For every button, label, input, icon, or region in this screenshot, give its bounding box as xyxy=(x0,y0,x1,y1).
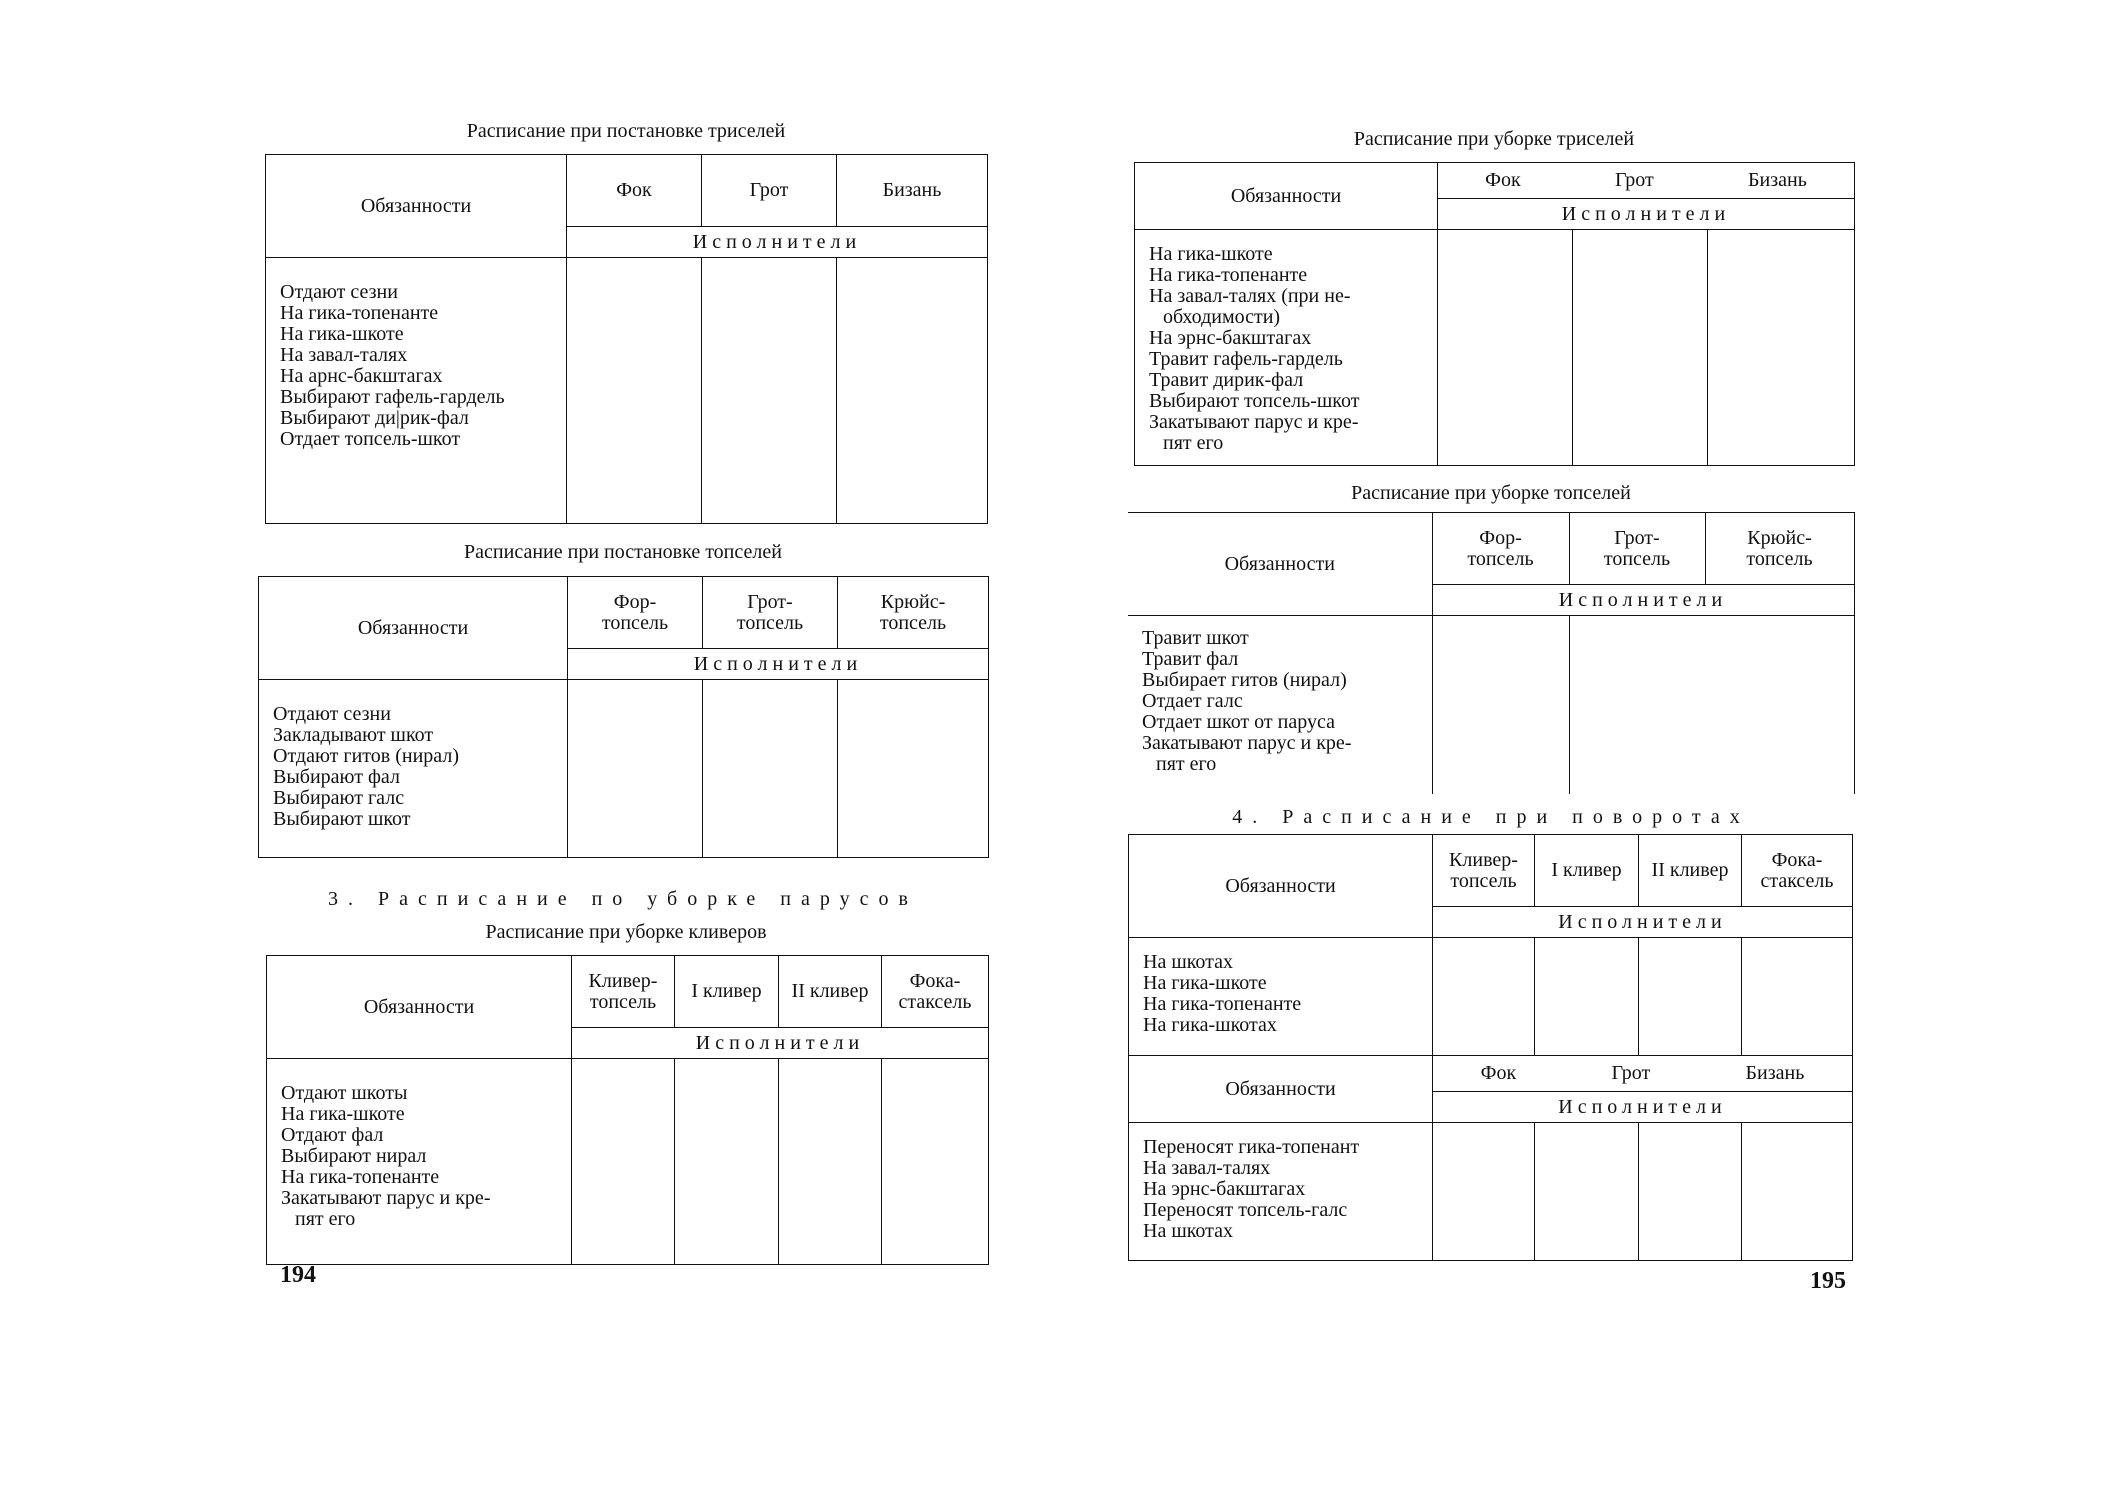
column-header: Бизань xyxy=(837,155,988,227)
executor-cell xyxy=(1742,938,1853,1056)
duty-item: Выбирают нирал xyxy=(281,1145,427,1167)
table2-caption: Расписание при постановке топселей xyxy=(464,541,782,563)
column-headers xyxy=(1438,163,1855,199)
duty-item: На эрнс-бакштагах xyxy=(1143,1178,1306,1200)
duty-item: Травит дирик-фал xyxy=(1149,369,1304,391)
executor-cell xyxy=(1433,938,1535,1056)
executor-cell xyxy=(1438,230,1573,466)
column-header: Грот xyxy=(1611,1062,1651,1084)
duty-item: Выбирают ди|рик-фал xyxy=(280,407,469,429)
column-header: Крюйс- топсель xyxy=(838,577,989,649)
duty-item: Закатывают парус и кре- xyxy=(1149,411,1359,433)
duty-item: пят его xyxy=(295,1208,356,1230)
column-header: Грот xyxy=(702,155,837,227)
executor-cell xyxy=(567,258,702,524)
duty-header-2: Обязанности xyxy=(1129,1056,1433,1123)
duty-item: На гика-шкоте xyxy=(1149,243,1273,265)
executor-cell xyxy=(1573,230,1708,466)
table4-caption: Расписание при уборке триселей xyxy=(1353,128,1635,150)
executors-header: Исполнители xyxy=(567,227,988,258)
duty-item: Выбирают гафель-гардель xyxy=(280,386,505,408)
duty-item: пят его xyxy=(1163,432,1224,454)
executors-header: Исполнители xyxy=(1438,199,1855,230)
duties-list xyxy=(1135,230,1438,466)
duty-item: Переносят гика-топенант xyxy=(1143,1136,1360,1158)
duty-item: На арнс-бакштагах xyxy=(280,365,443,387)
duty-item: Закатывают парус и кре- xyxy=(281,1187,491,1209)
duty-header: Обязанности xyxy=(267,956,572,1059)
duty-item: обходимости) xyxy=(1163,306,1281,328)
page-number: 194 xyxy=(280,1262,316,1288)
duty-item: На шкотах xyxy=(1143,1220,1234,1242)
duty-header: Обязанности xyxy=(1129,835,1433,938)
duties-list xyxy=(259,680,568,858)
column-header: Фок xyxy=(1485,169,1521,191)
duty-item: Отдают фал xyxy=(281,1124,384,1146)
column-header: Бизань xyxy=(1748,169,1807,191)
duty-item: Выбирают фал xyxy=(273,766,400,788)
duty-item: Отдают шкоты xyxy=(281,1082,408,1104)
duty-item: Отдает топсель-шкот xyxy=(280,428,461,450)
duty-item: Отдают гитов (нирал) xyxy=(273,745,459,767)
duty-item: На завал-талях xyxy=(280,344,408,366)
duty-header: Обязанности xyxy=(1135,163,1438,230)
executor-cell xyxy=(572,1059,675,1265)
column-header: Крюйс- топсель xyxy=(1705,513,1854,585)
column-header: Грот xyxy=(1614,169,1654,191)
duty-header: Обязанности xyxy=(259,577,568,680)
column-header: Фока- стаксель xyxy=(882,956,989,1028)
executor-cell xyxy=(1535,938,1639,1056)
column-header: I кливер xyxy=(1535,835,1639,907)
executor-cell xyxy=(1432,616,1569,794)
executor-cell xyxy=(1433,1123,1535,1261)
table-tacking xyxy=(1128,834,1853,1261)
executor-cell xyxy=(568,680,703,858)
duty-item: На эрнс-бакштагах xyxy=(1149,327,1312,349)
duty-item: Закатывают парус и кре- xyxy=(1142,732,1352,754)
executor-cell xyxy=(837,258,988,524)
executors-header: Исполнители xyxy=(572,1028,989,1059)
table-trysail-setting xyxy=(265,154,988,524)
duties-list xyxy=(267,1059,572,1265)
executors-header: Исполнители xyxy=(1432,585,1854,616)
duty-item: Отдают сезни xyxy=(280,281,398,303)
duty-item: Выбирают шкот xyxy=(273,808,411,830)
executor-cell xyxy=(1639,938,1742,1056)
duty-item: На гика-топенанте xyxy=(1143,993,1302,1015)
right-page xyxy=(1052,0,2105,1489)
duties-list xyxy=(1129,938,1433,1056)
executor-cell xyxy=(779,1059,882,1265)
table3-caption: Расписание при уборке кливеров xyxy=(485,921,767,943)
column-header: I кливер xyxy=(675,956,779,1028)
duty-item: Отдает шкот от паруса xyxy=(1142,711,1335,733)
executor-cell xyxy=(1708,230,1855,466)
section-heading: 4. Расписание при поворотах xyxy=(1232,806,1750,828)
duty-item: На гика-шкоте xyxy=(281,1103,405,1125)
duty-item: На гика-шкоте xyxy=(1143,972,1267,994)
column-header: Грот- топсель xyxy=(703,577,838,649)
column-header: Фок xyxy=(1480,1062,1517,1084)
executors-header: Исполнители xyxy=(568,649,989,680)
column-header: Кливер- топсель xyxy=(1433,835,1535,907)
table1-caption: Расписание при постановке триселей xyxy=(466,120,786,142)
table-topsail-stowing xyxy=(1128,512,1855,794)
executor-cell xyxy=(1535,1123,1639,1261)
executor-cell xyxy=(838,680,989,858)
executors-header: Исполнители xyxy=(1433,907,1853,938)
duty-item: На завал-талях xyxy=(1143,1157,1271,1179)
duty-item: На гика-топенанте xyxy=(281,1166,440,1188)
duty-item: На гика-шкотах xyxy=(1143,1014,1277,1036)
duty-item: Выбирают галс xyxy=(273,787,405,809)
executor-cell xyxy=(703,680,838,858)
table-trysail-stowing xyxy=(1134,162,1855,466)
column-header: Фок xyxy=(567,155,702,227)
column-header: Кливер- топсель xyxy=(572,956,675,1028)
duty-item: Отдают сезни xyxy=(273,703,391,725)
page-number: 195 xyxy=(1810,1268,1846,1294)
duty-item: На гика-топенанте xyxy=(280,302,439,324)
duty-item: Переносят топсель-галс xyxy=(1143,1199,1348,1221)
duty-item: пят его xyxy=(1156,753,1217,775)
column-header: II кливер xyxy=(779,956,882,1028)
executor-cell xyxy=(1639,1123,1742,1261)
column-header: Грот- топсель xyxy=(1569,513,1705,585)
duty-item: Закладывают шкот xyxy=(273,724,434,746)
duty-item: Травит фал xyxy=(1142,648,1239,670)
duty-item: Травит шкот xyxy=(1142,627,1249,649)
duty-item: На завал-талях (при не- xyxy=(1149,285,1351,307)
duty-item: На шкотах xyxy=(1143,951,1234,973)
duties-list xyxy=(266,258,567,524)
table-jib-stowing xyxy=(266,955,989,1265)
duty-item: Выбирают топсель-шкот xyxy=(1149,390,1360,412)
column-header: II кливер xyxy=(1639,835,1742,907)
duties-list xyxy=(1128,616,1432,794)
column-header: Фор- топсель xyxy=(1432,513,1569,585)
executor-cell xyxy=(675,1059,779,1265)
duties-list-2 xyxy=(1129,1123,1433,1261)
duty-item: Отдает галс xyxy=(1142,690,1243,712)
table5-caption: Расписание при уборке топселей xyxy=(1351,482,1631,504)
executor-cell xyxy=(1742,1123,1853,1261)
duty-item: Травит гафель-гардель xyxy=(1149,348,1343,370)
column-header: Фор- топсель xyxy=(568,577,703,649)
duty-header: Обязанности xyxy=(1128,513,1432,616)
duty-header: Обязанности xyxy=(266,155,567,258)
duty-item: Выбирает гитов (нирал) xyxy=(1142,669,1347,691)
executor-cell xyxy=(702,258,837,524)
executors-header-2: Исполнители xyxy=(1433,1092,1853,1123)
section-heading: 3. Расписание по уборке парусов xyxy=(328,888,918,910)
column-header: Фока- стаксель xyxy=(1742,835,1853,907)
left-page xyxy=(0,0,1052,1489)
duty-item: На гика-шкоте xyxy=(280,323,404,345)
column-headers-2 xyxy=(1433,1056,1853,1092)
executor-cell xyxy=(1569,616,1854,794)
duty-item: На гика-топенанте xyxy=(1149,264,1308,286)
column-header: Бизань xyxy=(1745,1062,1805,1084)
table-topsail-setting xyxy=(258,576,989,858)
executor-cell xyxy=(882,1059,989,1265)
